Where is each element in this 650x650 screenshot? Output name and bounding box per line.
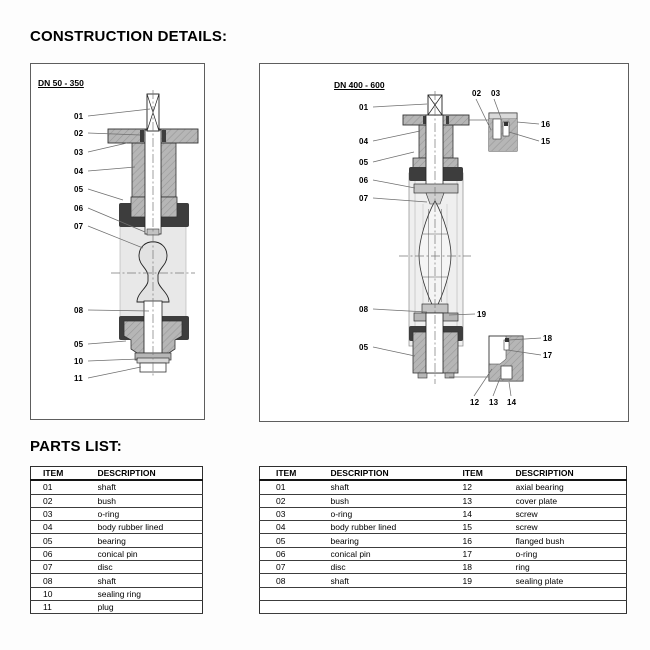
- item-number-cell: 08: [260, 574, 331, 587]
- description-cell-2: o-ring: [516, 547, 627, 560]
- table-row: [260, 507, 627, 520]
- callout-label: 07: [359, 194, 369, 203]
- callout-label: 08: [74, 306, 84, 315]
- table-row: [31, 494, 203, 507]
- table-row: [31, 521, 203, 534]
- description-cell: o-ring: [331, 507, 463, 520]
- callout-label: 02: [472, 89, 482, 98]
- description-cell-2: [516, 587, 627, 600]
- table-row: [31, 547, 203, 560]
- description-cell-2: [516, 600, 627, 613]
- callout-label: 04: [74, 167, 84, 176]
- description-cell: shaft: [331, 574, 463, 587]
- table-row: [31, 480, 203, 494]
- table-row: [260, 534, 627, 547]
- item-number-cell-2: 19: [463, 574, 516, 587]
- column-header-description: DESCRIPTION: [98, 467, 203, 481]
- description-cell-2: screw: [516, 507, 627, 520]
- item-number-cell: 03: [31, 507, 98, 520]
- item-number-cell-2: [463, 600, 516, 613]
- callout-label: 16: [541, 120, 551, 129]
- description-cell: disc: [331, 561, 463, 574]
- table-row: [260, 494, 627, 507]
- description-cell-2: ring: [516, 561, 627, 574]
- callout-label: 04: [359, 137, 369, 146]
- callout-label: 15: [541, 137, 551, 146]
- item-number-cell: [260, 600, 331, 613]
- description-cell: shaft: [98, 574, 203, 587]
- callout-label: 06: [74, 204, 84, 213]
- callout-label: 11: [74, 374, 83, 383]
- item-number-cell: 03: [260, 507, 331, 520]
- column-header-item: ITEM: [260, 467, 331, 481]
- dn-range-label: DN 50 - 350: [38, 78, 84, 88]
- description-cell: shaft: [331, 480, 463, 494]
- description-cell: disc: [98, 561, 203, 574]
- callout-label: 13: [489, 398, 499, 407]
- description-cell: body rubber lined: [331, 521, 463, 534]
- callout-label: 05: [359, 158, 369, 167]
- item-number-cell: 01: [31, 480, 98, 494]
- description-cell-2: axial bearing: [516, 480, 627, 494]
- callout-label: 17: [543, 351, 553, 360]
- callout-label: 12: [470, 398, 480, 407]
- callout-label: 14: [507, 398, 517, 407]
- callout-label: 07: [74, 222, 84, 231]
- table-header-row: [260, 467, 627, 481]
- table-row: [31, 561, 203, 574]
- table-row: [31, 600, 203, 613]
- diagram-dn400-600: [259, 63, 629, 422]
- table-row: [260, 587, 627, 600]
- item-number-cell: 06: [260, 547, 331, 560]
- description-cell: conical pin: [98, 547, 203, 560]
- table-row: [260, 480, 627, 494]
- description-cell-2: cover plate: [516, 494, 627, 507]
- callout-label: 01: [74, 112, 84, 121]
- table-header-row: [31, 467, 203, 481]
- table-row: [260, 561, 627, 574]
- table-row: [260, 521, 627, 534]
- callout-label: 03: [74, 148, 84, 157]
- callout-label: 03: [491, 89, 501, 98]
- table-row: [31, 507, 203, 520]
- table-row: [260, 547, 627, 560]
- description-cell: bearing: [98, 534, 203, 547]
- item-number-cell: 02: [31, 494, 98, 507]
- description-cell: conical pin: [331, 547, 463, 560]
- callout-label: 02: [74, 129, 84, 138]
- callout-label: 19: [477, 310, 487, 319]
- item-number-cell: 01: [260, 480, 331, 494]
- column-header-item-2: ITEM: [463, 467, 516, 481]
- callout-label: 05: [74, 185, 84, 194]
- description-cell: body rubber lined: [98, 521, 203, 534]
- dn-range-label: DN 400 - 600: [334, 80, 385, 90]
- callout-label: 08: [359, 305, 369, 314]
- description-cell: bearing: [331, 534, 463, 547]
- callout-layer: [31, 64, 204, 419]
- callout-label: 10: [74, 357, 84, 366]
- item-number-cell-2: 13: [463, 494, 516, 507]
- diagram-dn50-350: [30, 63, 205, 420]
- item-number-cell-2: 18: [463, 561, 516, 574]
- callout-layer: [260, 64, 628, 421]
- description-cell-2: flanged bush: [516, 534, 627, 547]
- item-number-cell: 08: [31, 574, 98, 587]
- item-number-cell-2: 16: [463, 534, 516, 547]
- item-number-cell: 04: [260, 521, 331, 534]
- construction-details-title: CONSTRUCTION DETAILS:: [30, 28, 228, 45]
- callout-label: 05: [359, 343, 369, 352]
- item-number-cell: 02: [260, 494, 331, 507]
- table-row: [31, 587, 203, 600]
- description-cell: plug: [98, 600, 203, 613]
- parts-list-title: PARTS LIST:: [30, 438, 122, 455]
- callout-label: 06: [359, 176, 369, 185]
- description-cell: sealing ring: [98, 587, 203, 600]
- table-row: [260, 574, 627, 587]
- description-cell: bush: [98, 494, 203, 507]
- item-number-cell: 05: [31, 534, 98, 547]
- item-number-cell-2: [463, 587, 516, 600]
- column-header-item: ITEM: [31, 467, 98, 481]
- callout-label: 05: [74, 340, 84, 349]
- item-number-cell: 07: [260, 561, 331, 574]
- item-number-cell: 06: [31, 547, 98, 560]
- description-cell-2: sealing plate: [516, 574, 627, 587]
- column-header-description-2: DESCRIPTION: [516, 467, 627, 481]
- callout-label: 18: [543, 334, 553, 343]
- table-row: [31, 574, 203, 587]
- parts-table-dn50-350: [30, 466, 203, 614]
- item-number-cell-2: 14: [463, 507, 516, 520]
- description-cell: o-ring: [98, 507, 203, 520]
- table-row: [31, 534, 203, 547]
- item-number-cell-2: 17: [463, 547, 516, 560]
- item-number-cell-2: 12: [463, 480, 516, 494]
- parts-table-dn400-600: [259, 466, 627, 614]
- item-number-cell: 11: [31, 600, 98, 613]
- description-cell: [331, 600, 463, 613]
- item-number-cell: 05: [260, 534, 331, 547]
- item-number-cell: 07: [31, 561, 98, 574]
- description-cell-2: screw: [516, 521, 627, 534]
- table-row: [260, 600, 627, 613]
- item-number-cell: 04: [31, 521, 98, 534]
- description-cell: [331, 587, 463, 600]
- item-number-cell: [260, 587, 331, 600]
- description-cell: shaft: [98, 480, 203, 494]
- callout-label: 01: [359, 103, 369, 112]
- description-cell: bush: [331, 494, 463, 507]
- column-header-description: DESCRIPTION: [331, 467, 463, 481]
- item-number-cell: 10: [31, 587, 98, 600]
- item-number-cell-2: 15: [463, 521, 516, 534]
